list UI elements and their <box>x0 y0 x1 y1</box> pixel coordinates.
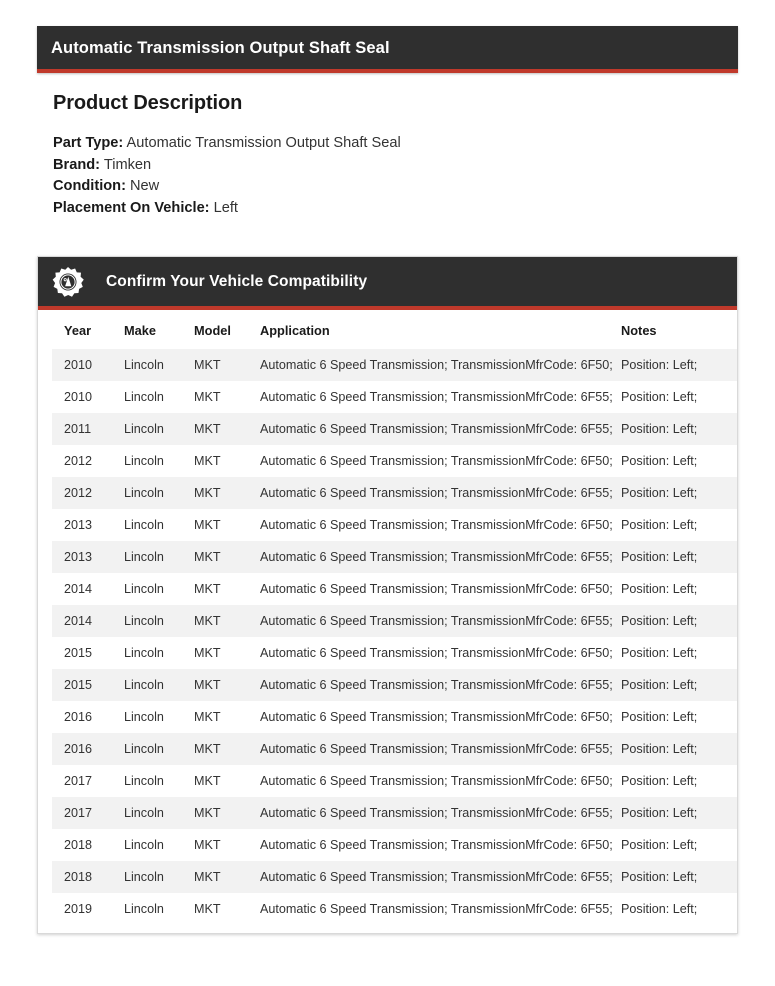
cell-model: MKT <box>194 422 221 437</box>
cell-notes: Position: Left; <box>621 582 698 597</box>
column-header-notes: Notes <box>617 310 737 349</box>
compatibility-table <box>52 310 737 925</box>
product-title-card <box>37 26 738 73</box>
cell-model: MKT <box>194 902 221 917</box>
table-row <box>52 573 737 605</box>
cell-application: Automatic 6 Speed Transmission; TransmissionMfrCode: 6F50; <box>260 646 613 661</box>
cell-make: Lincoln <box>124 390 164 405</box>
cell-make: Lincoln <box>124 550 164 565</box>
cell-make: Lincoln <box>124 678 164 693</box>
cell-make: Lincoln <box>124 358 164 373</box>
cell-notes: Position: Left; <box>621 870 698 885</box>
cell-application: Automatic 6 Speed Transmission; TransmissionMfrCode: 6F55; <box>260 614 613 629</box>
field-label-brand: Brand: <box>53 156 101 173</box>
cell-application: Automatic 6 Speed Transmission; TransmissionMfrCode: 6F55; <box>260 870 613 885</box>
cell-year: 2017 <box>64 806 93 821</box>
cell-application: Automatic 6 Speed Transmission; TransmissionMfrCode: 6F55; <box>260 550 613 565</box>
cell-notes: Position: Left; <box>621 390 698 405</box>
cell-model: MKT <box>194 358 221 373</box>
cell-year: 2012 <box>64 486 93 501</box>
cell-make: Lincoln <box>124 742 164 757</box>
cell-year: 2014 <box>64 582 93 597</box>
table-row <box>52 381 737 413</box>
cell-year: 2015 <box>64 678 93 693</box>
field-value-placement: Left <box>213 199 238 216</box>
field-value-condition: New <box>130 178 160 195</box>
cell-model: MKT <box>194 870 221 885</box>
cell-model: MKT <box>194 838 221 853</box>
gear-icon <box>52 266 84 298</box>
cell-application: Automatic 6 Speed Transmission; TransmissionMfrCode: 6F50; <box>260 454 613 469</box>
cell-make: Lincoln <box>124 454 164 469</box>
cell-notes: Position: Left; <box>621 774 698 789</box>
cell-application: Automatic 6 Speed Transmission; TransmissionMfrCode: 6F55; <box>260 486 613 501</box>
cell-year: 2011 <box>64 422 92 437</box>
cell-application: Automatic 6 Speed Transmission; TransmissionMfrCode: 6F55; <box>260 678 613 693</box>
table-header-row <box>52 310 737 349</box>
cell-year: 2013 <box>64 518 93 533</box>
cell-application: Automatic 6 Speed Transmission; TransmissionMfrCode: 6F55; <box>260 742 613 757</box>
field-label-part-type: Part Type: <box>53 135 124 152</box>
cell-notes: Position: Left; <box>621 838 698 853</box>
cell-year: 2019 <box>64 902 93 917</box>
cell-notes: Position: Left; <box>621 710 698 725</box>
cell-year: 2015 <box>64 646 93 661</box>
page-title: Automatic Transmission Output Shaft Seal <box>51 39 390 57</box>
table-row <box>52 797 737 829</box>
table-row <box>52 861 737 893</box>
table-row <box>52 541 737 573</box>
cell-model: MKT <box>194 646 221 661</box>
field-value-brand: Timken <box>103 156 152 173</box>
cell-application: Automatic 6 Speed Transmission; TransmissionMfrCode: 6F50; <box>260 838 613 853</box>
cell-model: MKT <box>194 390 221 405</box>
cell-make: Lincoln <box>124 614 164 629</box>
cell-notes: Position: Left; <box>621 806 698 821</box>
cell-model: MKT <box>194 678 221 693</box>
product-listing-page <box>0 26 775 986</box>
cell-year: 2016 <box>64 742 93 757</box>
cell-make: Lincoln <box>124 774 164 789</box>
table-row <box>52 637 737 669</box>
field-label-placement: Placement On Vehicle: <box>53 199 210 216</box>
cell-make: Lincoln <box>124 422 164 437</box>
cell-model: MKT <box>194 454 221 469</box>
vehicle-compatibility-title: Confirm Your Vehicle Compatibility <box>106 273 368 291</box>
column-header-model: Model <box>190 310 256 349</box>
cell-application: Automatic 6 Speed Transmission; TransmissionMfrCode: 6F55; <box>260 806 613 821</box>
cell-notes: Position: Left; <box>621 614 698 629</box>
cell-make: Lincoln <box>124 582 164 597</box>
cell-model: MKT <box>194 774 221 789</box>
description-field-brand <box>53 155 453 177</box>
cell-notes: Position: Left; <box>621 550 698 565</box>
table-row <box>52 605 737 637</box>
table-row <box>52 893 737 925</box>
cell-application: Automatic 6 Speed Transmission; TransmissionMfrCode: 6F50; <box>260 358 613 373</box>
cell-year: 2018 <box>64 870 93 885</box>
cell-year: 2010 <box>64 358 93 373</box>
compatibility-table-head <box>52 310 737 349</box>
cell-model: MKT <box>194 806 221 821</box>
cell-year: 2014 <box>64 614 93 629</box>
cell-year: 2017 <box>64 774 93 789</box>
cell-application: Automatic 6 Speed Transmission; TransmissionMfrCode: 6F50; <box>260 518 613 533</box>
table-row <box>52 733 737 765</box>
cell-make: Lincoln <box>124 838 164 853</box>
cell-application: Automatic 6 Speed Transmission; TransmissionMfrCode: 6F55; <box>260 422 613 437</box>
description-field-condition <box>53 176 453 198</box>
table-row <box>52 701 737 733</box>
cell-make: Lincoln <box>124 870 164 885</box>
table-row <box>52 829 737 861</box>
cell-application: Automatic 6 Speed Transmission; TransmissionMfrCode: 6F50; <box>260 582 613 597</box>
cell-year: 2012 <box>64 454 93 469</box>
vehicle-compatibility-header <box>38 257 737 310</box>
product-title-bar <box>37 26 738 69</box>
cell-make: Lincoln <box>124 710 164 725</box>
table-row <box>52 413 737 445</box>
product-description-heading: Product Description <box>53 92 243 115</box>
cell-make: Lincoln <box>124 486 164 501</box>
cell-year: 2013 <box>64 550 93 565</box>
cell-application: Automatic 6 Speed Transmission; TransmissionMfrCode: 6F55; <box>260 902 613 917</box>
table-row <box>52 349 737 381</box>
cell-make: Lincoln <box>124 902 164 917</box>
cell-model: MKT <box>194 710 221 725</box>
cell-model: MKT <box>194 518 221 533</box>
table-row <box>52 445 737 477</box>
cell-make: Lincoln <box>124 518 164 533</box>
cell-model: MKT <box>194 550 221 565</box>
table-row <box>52 477 737 509</box>
cell-notes: Position: Left; <box>621 902 698 917</box>
column-header-application: Application <box>256 310 617 349</box>
cell-notes: Position: Left; <box>621 422 698 437</box>
cell-application: Automatic 6 Speed Transmission; TransmissionMfrCode: 6F50; <box>260 710 613 725</box>
cell-model: MKT <box>194 582 221 597</box>
cell-application: Automatic 6 Speed Transmission; TransmissionMfrCode: 6F50; <box>260 774 613 789</box>
table-row <box>52 765 737 797</box>
cell-notes: Position: Left; <box>621 518 698 533</box>
table-row <box>52 509 737 541</box>
field-label-condition: Condition: <box>53 178 126 195</box>
vehicle-compatibility-card <box>37 256 738 934</box>
cell-year: 2016 <box>64 710 93 725</box>
cell-year: 2010 <box>64 390 93 405</box>
product-description-block <box>53 133 453 219</box>
cell-notes: Position: Left; <box>621 486 698 501</box>
description-field-placement <box>53 198 453 220</box>
cell-make: Lincoln <box>124 806 164 821</box>
field-value-part-type: Automatic Transmission Output Shaft Seal <box>126 135 401 152</box>
cell-model: MKT <box>194 486 221 501</box>
cell-year: 2018 <box>64 838 93 853</box>
compatibility-table-body <box>52 349 737 925</box>
cell-notes: Position: Left; <box>621 454 698 469</box>
cell-application: Automatic 6 Speed Transmission; TransmissionMfrCode: 6F55; <box>260 390 613 405</box>
cell-notes: Position: Left; <box>621 742 698 757</box>
column-header-year: Year <box>52 310 120 349</box>
compatibility-table-wrapper <box>38 310 737 933</box>
cell-notes: Position: Left; <box>621 358 698 373</box>
cell-notes: Position: Left; <box>621 678 698 693</box>
cell-model: MKT <box>194 742 221 757</box>
cell-model: MKT <box>194 614 221 629</box>
cell-make: Lincoln <box>124 646 164 661</box>
description-field-part-type <box>53 133 453 155</box>
column-header-make: Make <box>120 310 190 349</box>
table-row <box>52 669 737 701</box>
cell-notes: Position: Left; <box>621 646 698 661</box>
